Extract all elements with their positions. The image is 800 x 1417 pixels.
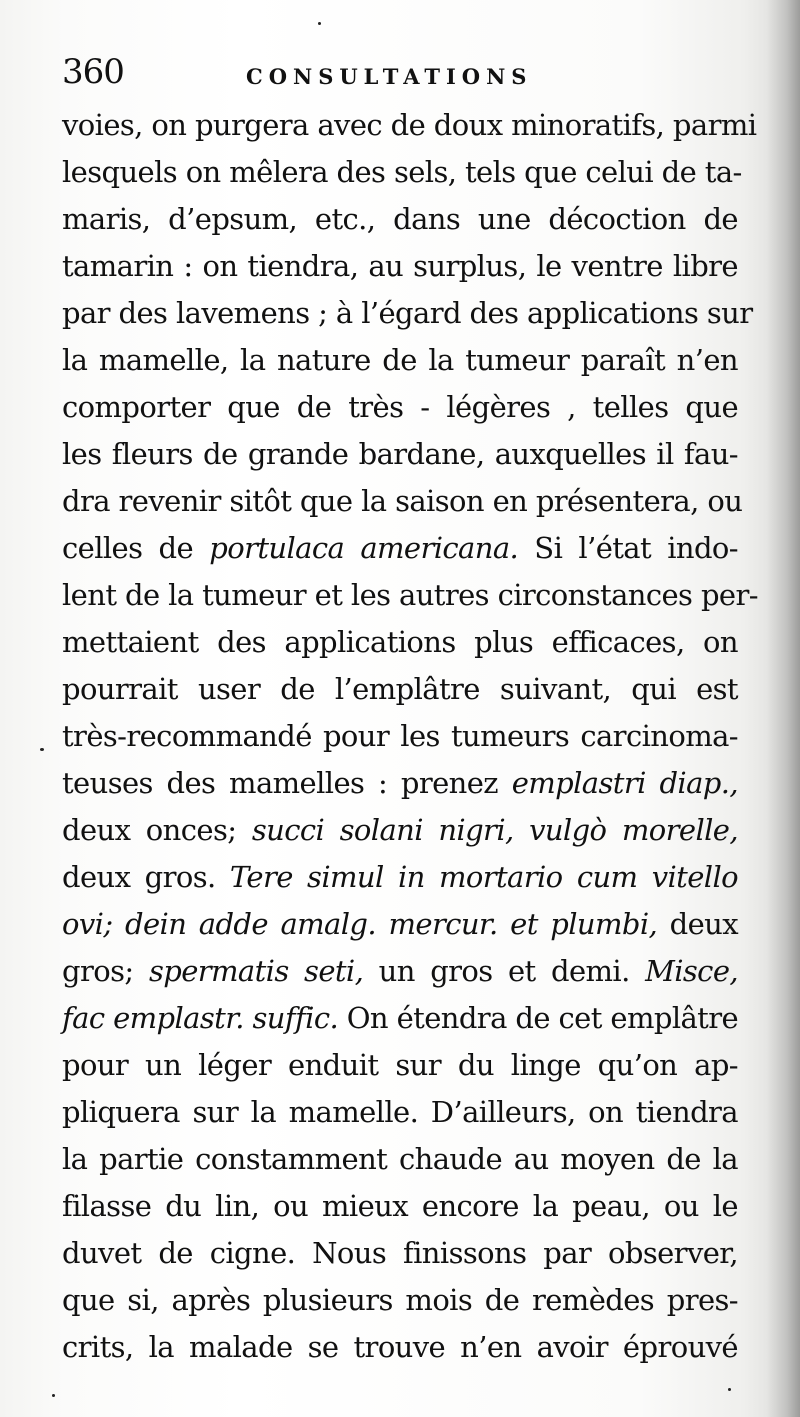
text-line [62,431,738,478]
text-line [62,1183,738,1230]
text-line [62,948,738,995]
italic-segment: spermatis seti, [148,954,364,988]
ink-speck [728,1388,731,1391]
text-line [62,572,758,619]
ink-speck [318,22,321,25]
text-segment: la mamelle, la nature de la tumeur paraît n’en [62,343,738,377]
italic-segment: Misce, [645,954,738,988]
ink-speck [52,1394,55,1397]
text-segment: celles de [62,531,210,565]
text-line [62,243,738,290]
text-line [62,1089,738,1136]
text-segment: voies, on purgera avec de doux minoratifs, parmi [62,108,757,142]
text-segment: gros; [62,954,149,988]
text-segment: deux onces; [62,813,252,847]
running-title: CONSULTATIONS [246,64,533,89]
italic-segment: succi solani nigri, vulgò morelle, [251,813,738,847]
text-line [62,619,738,666]
text-segment: les fleurs de grande bardane, auxquelles il fau- [62,437,738,471]
text-line [62,1136,738,1183]
text-segment: maris, d’epsum, etc., dans une décoction de [62,202,738,236]
text-line [62,901,738,948]
text-segment: Si l’état indo- [518,531,738,565]
text-line [62,1230,738,1277]
text-segment: pour un léger enduit sur du linge qu’on ap- [62,1048,738,1082]
text-segment: la partie constamment chaude au moyen de la [62,1142,738,1176]
text-line [62,854,738,901]
text-segment: pourrait user de l’emplâtre suivant, qui est [62,672,738,706]
text-segment: pliquera sur la mamelle. D’ailleurs, on tiendra [62,1095,738,1129]
text-segment: deux gros. [62,860,230,894]
italic-segment: ovi; dein adde amalg. mercur. et plumbi, [62,907,658,941]
text-segment: lent de la tumeur et les autres circonstances per- [62,578,758,612]
body-text [62,102,762,1371]
text-line [62,995,738,1042]
text-segment: crits, la malade se trouve n’en avoir éprouvé [62,1330,738,1364]
italic-segment: emplastri diap., [511,766,738,800]
ink-speck [40,748,44,751]
text-line [62,713,738,760]
text-line [62,1042,738,1089]
text-segment: deux [657,907,738,941]
text-segment: mettaient des applications plus efficaces, on [62,625,738,659]
text-segment: que si, après plusieurs mois de remèdes pres- [62,1283,738,1317]
text-segment: un gros et demi. [363,954,646,988]
italic-segment: portulaca americana. [209,531,519,565]
text-segment: On étendra de cet emplâtre [338,1001,739,1035]
text-segment: dra revenir sitôt que la saison en présentera, ou [62,484,743,518]
text-segment: duvet de cigne. Nous finissons par observer, [62,1236,738,1270]
text-line [62,149,742,196]
text-segment: teuses des mamelles : prenez [62,766,512,800]
text-segment: par des lavemens ; à l’égard des applications sur [62,296,753,330]
text-line [62,760,738,807]
running-head [62,50,762,100]
text-segment: filasse du lin, ou mieux encore la peau, ou le [62,1189,738,1223]
text-line [62,196,738,243]
page-number: 360 [62,52,124,92]
text-line [62,337,738,384]
text-line [62,384,738,431]
text-segment: lesquels on mêlera des sels, tels que celui de ta- [62,155,742,189]
italic-segment: Tere simul in mortario cum vitello [229,860,738,894]
text-line [62,1277,738,1324]
text-line [62,478,743,525]
text-line [62,807,738,854]
text-line [62,666,738,713]
text-line [62,290,753,337]
text-line [62,102,757,149]
text-line [62,1324,738,1371]
page-edge-shadow [766,0,800,1417]
text-segment: très-recommandé pour les tumeurs carcinoma- [62,719,738,753]
text-segment: comporter que de très - légères , telles que [62,390,738,424]
text-segment: tamarin : on tiendra, au surplus, le ventre libre [62,249,738,283]
text-line [62,525,738,572]
italic-segment: fac emplastr. suffic. [62,1001,339,1035]
